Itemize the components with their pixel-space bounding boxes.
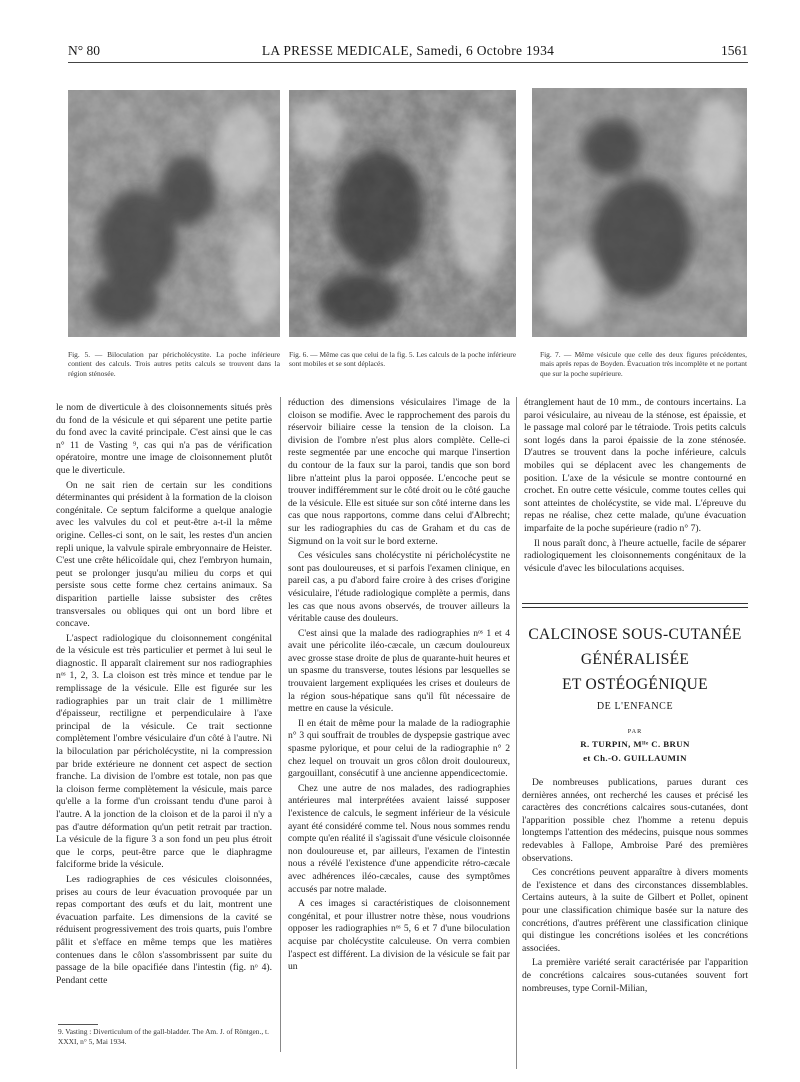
- paragraph: réduction des dimensions vésiculaires l'image de la cloison se modifie. Avec le rapprochement des parois du réservoir biliaire cesse la tension de la cloison. La division de l'ombre n'est plus alors complète. Celle-ci reste segmentée par une encoche qui marque l'insertion du contour de la faux sur la paroi, tandis que son bord libre n'atteint plus la paroi opposée. L'encoche peut se trouver indifféremment sur le côté droit ou le côté gauche de la vésicule. Elle est située sur son côté interne dans les cas que nous rapportons, comme dans celui d'Albrecht; sur les radiographies du cas de Graham et du cas de Sigmund on la voit sur le bord externe.: [288, 397, 510, 547]
- byline-par: PAR: [627, 728, 643, 735]
- paragraph: Ces vésicules sans cholécystite ni péricholécystite ne sont pas douloureuses, et si parfois l'examen clinique, en pareil cas, a pu d'abord faire croire à des crises d'origine vésiculaire, l'étude radiologique complète a permis, dans les cas que nous avons observés, de trouver ailleurs la véritable cause des douleurs.: [288, 550, 510, 625]
- page-header: [68, 43, 748, 65]
- authors-line-2: et Ch.-O. GUILLAUMIN: [583, 753, 687, 763]
- column-3-text: [524, 397, 746, 587]
- paragraph: Les radiographies de ces vésicules cloisonnées, prises au cours de leur évacuation provoquée par un repas comportant des œufs et du lait, montrent une évacuation parfaite. Les dimensions de la cavité se réduisent progressivement des trois quarts, puis l'ombre pâlit et s'efface en même temps que les matières contenues dans le côlon s'assombrissent par suite du passage de la bile opacifiée dans l'intestin (fig. nᵒ 4). Pendant cette: [56, 873, 272, 986]
- issue-date: Samedi, 6 Octobre 1934: [416, 43, 555, 58]
- paragraph: C'est ainsi que la malade des radiographies nᵒˢ 1 et 4 avait une péricolite iléo-cæcale, un cæcum douloureux avec grosse stase droite de plus de quarante-huit heures et un spasme du transverse, toutes lésions par lesquelles se trouvaient largement expliquées les crises et douleurs de la région sous-hépatique sans qu'il fût nécessaire de mettre en cause la vésicule.: [288, 627, 510, 715]
- journal-name: LA PRESSE MEDICALE,: [261, 43, 413, 58]
- paragraph: De nombreuses publications, parues durant ces dernières années, ont recherché les causes et précisé les caractères des concrétions calcaires sous-cutanées, dont l'apparition possible chez l'homme a retenu depuis longtemps l'attention des médecins, puisque nous sommes redevables à Fallope, Ambroise Paré des premières observations.: [522, 777, 748, 864]
- footnote: 9. Vasting : Diverticulum of the gall-bladder. The Am. J. of Röntgen., t. XXXI, n° 5, Mai 1934.: [58, 1027, 269, 1047]
- paragraph: Chez une autre de nos malades, des radiographies antérieures mal interprétées avaient laissé supposer l'existence de calculs, le segment inférieur de la vésicule ayant été considéré comme tel. Nous nous sommes rendu compte qu'en réalité il s'agissait d'une vésicule cloisonnée non douloureuse et, par ailleurs, l'examen de l'intestin nous a révélé l'existence d'une appendicite rétro-cæcale avec adhérences iléo-cæcales, cause des symptômes accusés par notre malade.: [288, 782, 510, 895]
- paragraph: A ces images si caractéristiques de cloisonnement congénital, et pour illustrer notre thèse, nous voudrions opposer les radiographies nᵒˢ 5, 6 et 7 d'une biloculation acquise par cholécystite calculeuse. On verra combien l'aspect est différent. La division de la vésicule se fait par un: [288, 898, 510, 973]
- paragraph: Ces concrétions peuvent apparaître à divers moments de l'existence et dans des circonstances dissemblables. Certains auteurs, à la suite de Gilbert et Pollet, opinent pour une classification chimique basée sur la nature des concrétions, d'autres préfèrent une classification clinique qui distingue les concrétions isolées et les concrétions associées.: [522, 867, 748, 954]
- footnote-rule: [58, 1024, 98, 1025]
- page-number-right: 1561: [721, 43, 748, 58]
- figure-5-caption: Fig. 5. — Biloculation par péricholécystite. La poche inférieure contient des calculs. Trois autres petits calculs se trouvent dans la région sténosée.: [68, 350, 280, 378]
- figure-7-caption: Fig. 7. — Même vésicule que celle des deux figures précédentes, mais après repas de Boyden. Évacuation très incomplète et ne portant que sur la poche supérieure.: [540, 350, 747, 378]
- column-2-text: [288, 397, 510, 1049]
- figure-7-radiograph: [532, 88, 747, 337]
- paragraph: étranglement haut de 10 mm., de contours incertains. La paroi vésiculaire, au niveau de la sténose, est épaissie, et le passage mal coloré par le tétraiode. Trois petits calculs sont logés dans la paroi épaissie de la zone sténosée. D'autres se trouvent dans la poche inférieure, calculs mobiles qui se déplacent avec les changements de position. L'axe de la vésicule se montre contourné en crochet. En outre cette vésicule, comme toutes celles qui sont atteintes de cholécystite, se vide mal. L'épreuve du repas ne réalise, chez cette malade, qu'une évacuation imparfaite de la poche supérieure (radio n° 7).: [524, 397, 746, 534]
- paragraph: Il en était de même pour la malade de la radiographie n° 3 qui souffrait de troubles de dyspepsie gastrique avec spasme pylorique, et pour celui de la radiographie n° 2 chez lequel on trouvait un gros côlon droit douloureux, gargouillant, consécutif à une ancienne appendicectomie.: [288, 717, 510, 780]
- column-divider: [280, 397, 281, 1052]
- authors-line-1: R. TURPIN, Mˡˡᵉ C. BRUN: [580, 739, 690, 749]
- article-separator-thin: [522, 607, 748, 608]
- column-1-text: [56, 402, 272, 1017]
- masthead: [68, 43, 748, 59]
- paragraph: le nom de diverticule à des cloisonnements situés près du fond de la vésicule et qui séparent une petite partie du fond avec la cavité principale. C'est ainsi que le cas n° 11 de Vasting ⁹, cas qui n'a pas de vérification opératoire, montre une image de cloisonnement plutôt que le diverticule.: [56, 402, 272, 476]
- figure-6-caption: Fig. 6. — Même cas que celui de la fig. 5. Les calculs de la poche inférieure sont mobiles et se sont déplacés.: [289, 350, 516, 369]
- paragraph: La première variété serait caractérisée par l'apparition de concrétions calcaires sous-cutanées souvent fort nombreuses, type Cornil-Milian,: [522, 957, 748, 994]
- paragraph: On ne sait rien de certain sur les conditions déterminantes qui président à la formation de la cloison congénitale. Ce septum falciforme a quelque analogie avec les valvules du col et peut-être a-t-il la même origine. Celles-ci sont, on le sait, les restes d'un ancien repli unique, la valvule spirale embryonnaire de Heister. C'est une crête hélicoïdale qui, chez l'embryon humain, peut se prolonger jusqu'au milieu du corps et qui persiste sous cette forme chez certains animaux. Sa disparition partielle laisse subsister des crêtes transversales ou obliques qui ont un bord libre et concave.: [56, 479, 272, 630]
- article-subtitle: DE L'ENFANCE: [596, 701, 674, 712]
- header-rule: [68, 62, 748, 63]
- figure-6-radiograph: [289, 90, 516, 337]
- figure-5-radiograph: [68, 90, 280, 337]
- column-divider: [516, 397, 517, 1069]
- article-title-line-3: ET OSTÉOGÉNIQUE: [562, 676, 708, 693]
- article-title-line-1: CALCINOSE SOUS-CUTANÉE: [528, 626, 742, 643]
- paragraph: Il nous paraît donc, à l'heure actuelle, facile de séparer radiologiquement les cloisonnements congénitaux de la vésicule d'avec les biloculations acquises.: [524, 537, 746, 574]
- article-title-line-2: GÉNÉRALISÉE: [580, 651, 690, 668]
- paragraph: L'aspect radiologique du cloisonnement congénital de la vésicule est très particulier et permet à lui seul le diagnostic. Il apparaît clairement sur nos radiographies nᵒˢ 1, 2, 3. La cloison est très mince et tendue par le remplissage de la vésicule. Elle est figurée sur les radiographies par un trait clair de 1 millimètre d'épaisseur, rectiligne et perpendiculaire à l'axe principal de la vésicule. Ce trait sectionne complètement l'ombre vésiculaire d'un côté à l'autre. Ni la biloculation par péricholécystite, ni la compression par bride extérieure ne donnent cet aspect de section franche. La division de l'ombre est totale, non pas que la cloison ferme complètement la vésicule, mais parce qu'elle a la forme d'un croissant tendu d'une paroi à l'autre. A la jonction de la cloison et de la paroi il n'y a pas d'autre déformation qu'un petit retrait par traction. La vésicule de la figure 3 a son fond un peu plus étroit que le corps, peut-être parce que le diaphragme falciforme bride la vésicule.: [56, 632, 272, 871]
- article-body-text: [522, 777, 748, 1069]
- page-number-left: N° 80: [68, 43, 101, 58]
- article-separator-thick: [522, 603, 748, 604]
